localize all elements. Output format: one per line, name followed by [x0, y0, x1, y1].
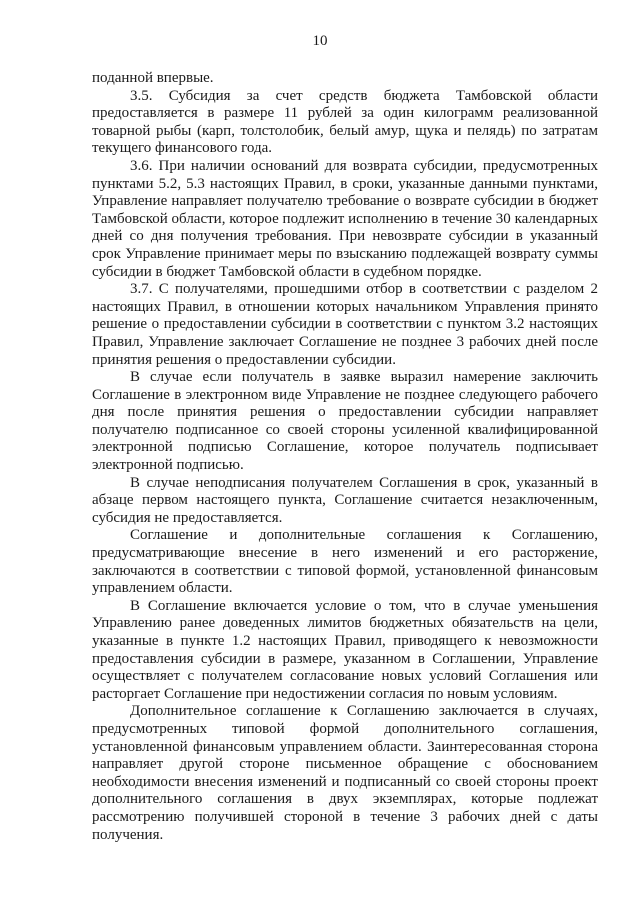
- paragraph-additional-agreement: Дополнительное соглашение к Соглашению заключается в случаях, предусмотренных типовой формой дополнительного соглашения, установленной финансовым управлением области. Заинтересованная сторона направляет другой стороне письменное обращение с обоснованием необходимости внесения изменений и подписанный со своей стороны проект дополнительного соглашения в двух экземплярах, которые подлежат рассмотрению получившей стороной в течение 3 рабочих дней с даты получения.: [92, 703, 598, 843]
- paragraph-3-7: 3.7. С получателями, прошедшими отбор в соответствии с разделом 2 настоящих Правил, в отношении которых начальником Управления принято решение о предоставлении субсидии в соответствии с пунктом 3.2 настоящих Правил, Управление заключает Соглашение не позднее 3 рабочих дней после принятия решения о предоставлении субсидии.: [92, 281, 598, 368]
- paragraph-continuation: поданной впервые.: [92, 70, 214, 86]
- page-number: 10: [312, 33, 328, 49]
- paragraph-unsigned-agreement: В случае неподписания получателем Соглашения в срок, указанный в абзаце первом настоящего пункта, Соглашение считается незаключенным, субсидия не предоставляется.: [92, 474, 598, 526]
- paragraph-limit-reduction: В Соглашение включается условие о том, что в случае уменьшения Управлению ранее доведенных лимитов бюджетных обязательств на цели, указанные в пункте 1.2 настоящих Правил, приводящего к невозможности предоставления субсидии в размере, указанном в Соглашении, Управление осуществляет с получателем согласование новых условий Соглашения или расторгает Соглашение при недостижении согласия по новым условиям.: [92, 597, 598, 702]
- paragraph-3-6: 3.6. При наличии оснований для возврата субсидии, предусмотренных пунктами 5.2, 5.3 настоящих Правил, в сроки, указанные данными пунктами, Управление направляет получателю требование о возврате субсидии в бюджет Тамбовской области, которое подлежит исполнению в течение 30 календарных дней со дня получения требования. При невозврате субсидии в указанный срок Управление принимает меры по взысканию подлежащей возврату суммы субсидии в бюджет Тамбовской области в судебном порядке.: [92, 157, 598, 280]
- paragraph-standard-form: Соглашение и дополнительные соглашения к Соглашению, предусматривающие внесение в него изменений и его расторжение, заключаются в соответствии с типовой формой, установленной финансовым управлением области.: [92, 527, 598, 597]
- paragraph-electronic-agreement: В случае если получатель в заявке выразил намерение заключить Соглашение в электронном виде Управление не позднее следующего рабочего дня после принятия решения о предоставлении субсидии направляет получателю подписанное со своей стороны усиленной квалифицированной электронной подписью Соглашение, которое получатель подписывает электронной подписью.: [92, 369, 598, 474]
- paragraph-3-5: 3.5. Субсидия за счет средств бюджета Тамбовской области предоставляется в размере 11 рублей за один килограмм реализованной товарной рыбы (карп, толстолобик, белый амур, щука и пелядь) по затратам текущего финансового года.: [92, 87, 598, 157]
- document-body: [92, 70, 598, 844]
